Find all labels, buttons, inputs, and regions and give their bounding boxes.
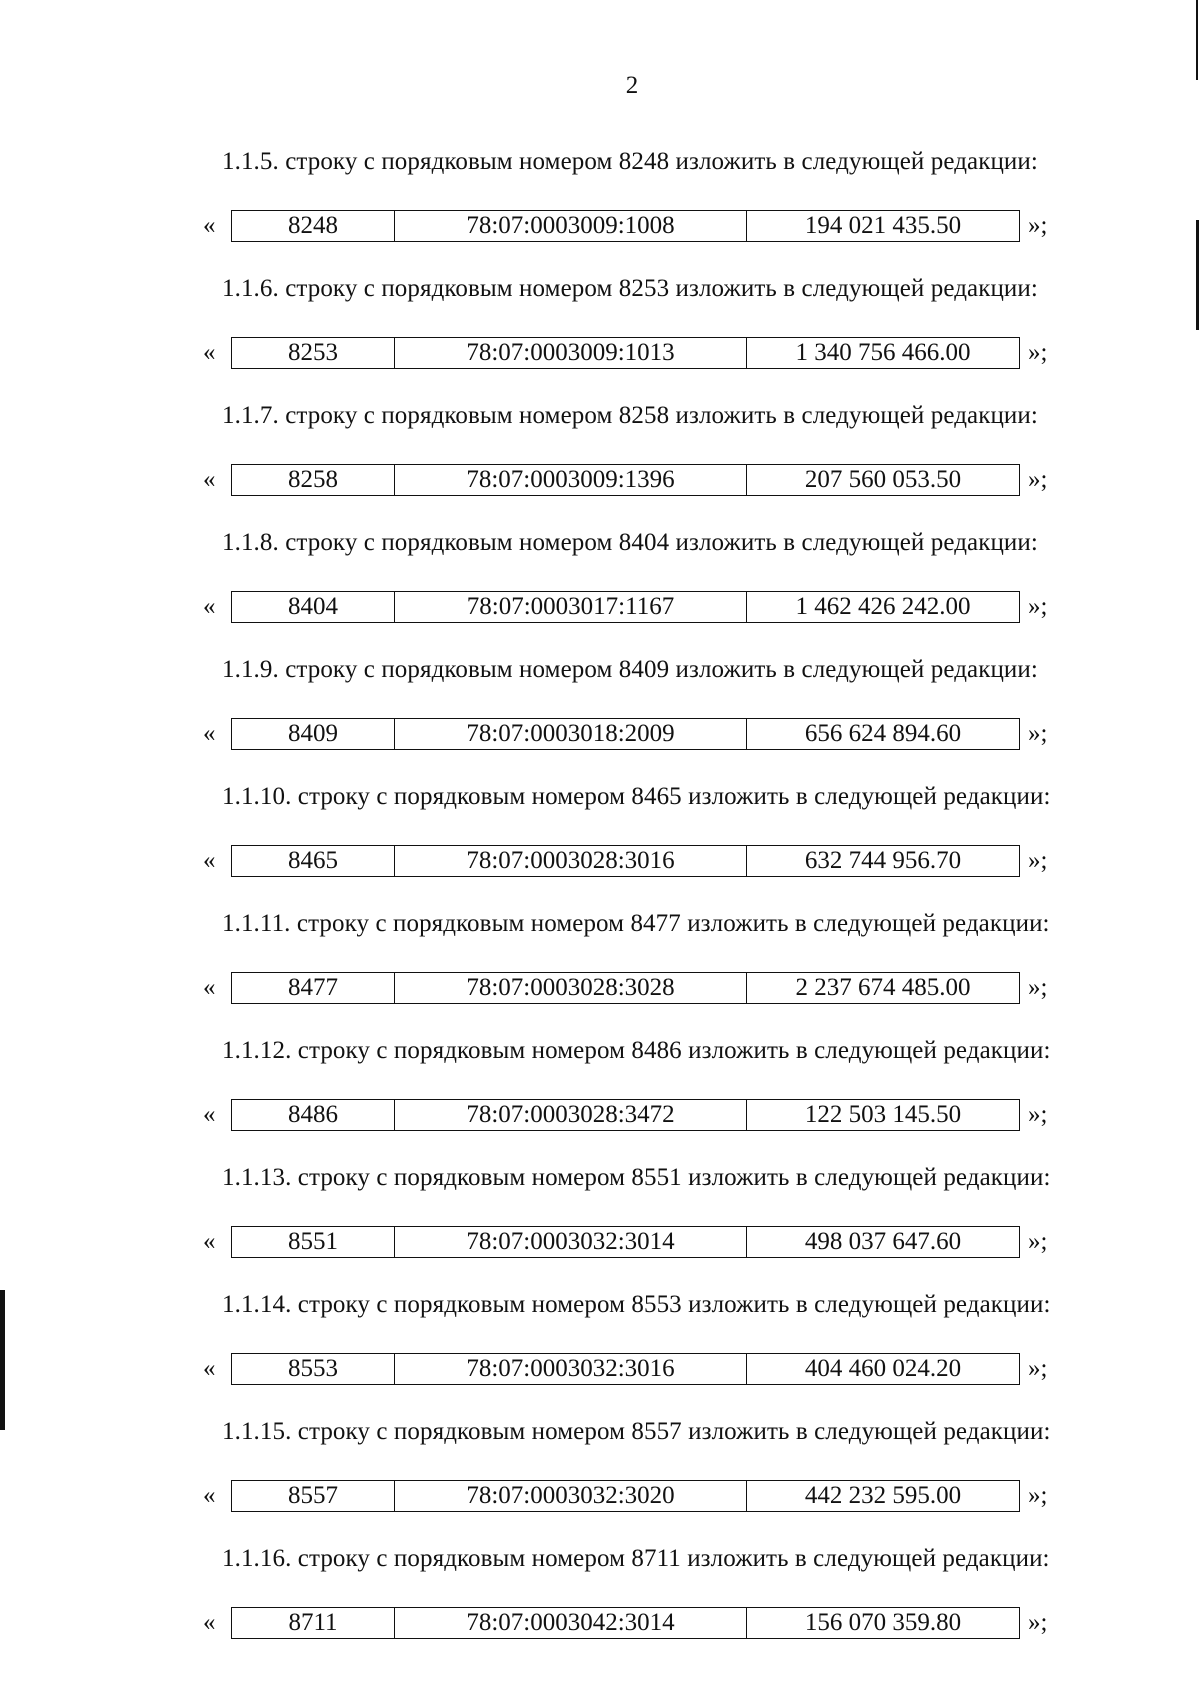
opening-quote: « <box>203 212 216 239</box>
amendment-entry <box>0 783 1200 910</box>
table-row <box>231 464 1020 496</box>
closing-quote: »; <box>1028 720 1048 747</box>
replacement-row <box>0 1480 1200 1514</box>
amendment-instruction: 1.1.13. строку с порядковым номером 8551 изложить в следующей редакции: <box>222 1164 1051 1191</box>
table-row <box>231 1353 1020 1385</box>
row-number-cell: 8557 <box>232 1481 395 1511</box>
opening-quote: « <box>203 593 216 620</box>
amendment-instruction: 1.1.5. строку с порядковым номером 8248 изложить в следующей редакции: <box>222 148 1038 175</box>
closing-quote: »; <box>1028 339 1048 366</box>
row-number-cell: 8551 <box>232 1227 395 1257</box>
closing-quote: »; <box>1028 1482 1048 1509</box>
replacement-row <box>0 1226 1200 1260</box>
replacement-row <box>0 718 1200 752</box>
closing-quote: »; <box>1028 1101 1048 1128</box>
cadastral-number-cell: 78:07:0003028:3028 <box>395 973 747 1003</box>
amendment-instruction: 1.1.10. строку с порядковым номером 8465 изложить в следующей редакции: <box>222 783 1051 810</box>
opening-quote: « <box>203 1228 216 1255</box>
row-number-cell: 8404 <box>232 592 395 622</box>
cadastral-number-cell: 78:07:0003032:3016 <box>395 1354 747 1384</box>
row-number-cell: 8486 <box>232 1100 395 1130</box>
table-row <box>231 591 1020 623</box>
amendment-entry <box>0 1545 1200 1672</box>
table-row <box>231 845 1020 877</box>
amendment-list <box>0 148 1200 1672</box>
cadastral-value-cell: 404 460 024.20 <box>804 1355 962 1382</box>
opening-quote: « <box>203 847 216 874</box>
cadastral-value-cell: 122 503 145.50 <box>804 1101 962 1128</box>
closing-quote: »; <box>1028 593 1048 620</box>
amendment-entry <box>0 1164 1200 1291</box>
cadastral-number-cell: 78:07:0003028:3016 <box>395 846 747 876</box>
amendment-entry <box>0 1037 1200 1164</box>
amendment-entry <box>0 1291 1200 1418</box>
opening-quote: « <box>203 1609 216 1636</box>
row-number-cell: 8465 <box>232 846 395 876</box>
cadastral-value-cell: 656 624 894.60 <box>804 720 962 747</box>
amendment-entry <box>0 529 1200 656</box>
cadastral-number-cell: 78:07:0003032:3020 <box>395 1481 747 1511</box>
cadastral-value-cell: 2 237 674 485.00 <box>795 974 971 1001</box>
amendment-instruction: 1.1.11. строку с порядковым номером 8477 изложить в следующей редакции: <box>222 910 1050 937</box>
table-row <box>231 1099 1020 1131</box>
amendment-instruction: 1.1.9. строку с порядковым номером 8409 изложить в следующей редакции: <box>222 656 1038 683</box>
replacement-row <box>0 464 1200 498</box>
closing-quote: »; <box>1028 974 1048 1001</box>
replacement-row <box>0 337 1200 371</box>
row-number-cell: 8711 <box>232 1608 395 1638</box>
row-number-cell: 8477 <box>232 973 395 1003</box>
cadastral-value-cell: 207 560 053.50 <box>804 466 962 493</box>
cadastral-number-cell: 78:07:0003032:3014 <box>395 1227 747 1257</box>
scan-margin-mark <box>1196 220 1199 330</box>
closing-quote: »; <box>1028 847 1048 874</box>
cadastral-number-cell: 78:07:0003009:1013 <box>395 338 747 368</box>
page-number: 2 <box>625 72 639 99</box>
amendment-instruction: 1.1.16. строку с порядковым номером 8711 изложить в следующей редакции: <box>222 1545 1050 1572</box>
replacement-row <box>0 1353 1200 1387</box>
table-row <box>231 718 1020 750</box>
row-number-cell: 8248 <box>232 211 395 241</box>
cadastral-number-cell: 78:07:0003009:1396 <box>395 465 747 495</box>
opening-quote: « <box>203 1482 216 1509</box>
opening-quote: « <box>203 1101 216 1128</box>
amendment-entry <box>0 275 1200 402</box>
row-number-cell: 8253 <box>232 338 395 368</box>
cadastral-number-cell: 78:07:0003009:1008 <box>395 211 747 241</box>
closing-quote: »; <box>1028 1355 1048 1382</box>
amendment-instruction: 1.1.15. строку с порядковым номером 8557 изложить в следующей редакции: <box>222 1418 1051 1445</box>
amendment-entry <box>0 148 1200 275</box>
amendment-entry <box>0 910 1200 1037</box>
amendment-instruction: 1.1.6. строку с порядковым номером 8253 изложить в следующей редакции: <box>222 275 1038 302</box>
amendment-instruction: 1.1.14. строку с порядковым номером 8553 изложить в следующей редакции: <box>222 1291 1051 1318</box>
row-number-cell: 8553 <box>232 1354 395 1384</box>
opening-quote: « <box>203 466 216 493</box>
table-row <box>231 1226 1020 1258</box>
replacement-row <box>0 845 1200 879</box>
replacement-row <box>0 210 1200 244</box>
replacement-row <box>0 1099 1200 1133</box>
table-row <box>231 1480 1020 1512</box>
row-number-cell: 8258 <box>232 465 395 495</box>
cadastral-value-cell: 194 021 435.50 <box>804 212 962 239</box>
cadastral-value-cell: 442 232 595.00 <box>804 1482 962 1509</box>
cadastral-number-cell: 78:07:0003042:3014 <box>395 1608 747 1638</box>
amendment-instruction: 1.1.7. строку с порядковым номером 8258 изложить в следующей редакции: <box>222 402 1038 429</box>
closing-quote: »; <box>1028 1228 1048 1255</box>
opening-quote: « <box>203 720 216 747</box>
amendment-entry <box>0 1418 1200 1545</box>
table-row <box>231 972 1020 1004</box>
opening-quote: « <box>203 339 216 366</box>
replacement-row <box>0 591 1200 625</box>
cadastral-number-cell: 78:07:0003018:2009 <box>395 719 747 749</box>
table-row <box>231 210 1020 242</box>
amendment-instruction: 1.1.12. строку с порядковым номером 8486 изложить в следующей редакции: <box>222 1037 1051 1064</box>
amendment-entry <box>0 402 1200 529</box>
opening-quote: « <box>203 1355 216 1382</box>
cadastral-number-cell: 78:07:0003017:1167 <box>395 592 747 622</box>
cadastral-value-cell: 1 340 756 466.00 <box>795 339 971 366</box>
row-number-cell: 8409 <box>232 719 395 749</box>
closing-quote: »; <box>1028 1609 1048 1636</box>
amendment-instruction: 1.1.8. строку с порядковым номером 8404 изложить в следующей редакции: <box>222 529 1038 556</box>
replacement-row <box>0 972 1200 1006</box>
scan-margin-mark <box>0 1290 5 1430</box>
cadastral-value-cell: 156 070 359.80 <box>804 1609 962 1636</box>
table-row <box>231 337 1020 369</box>
cadastral-value-cell: 498 037 647.60 <box>804 1228 962 1255</box>
cadastral-number-cell: 78:07:0003028:3472 <box>395 1100 747 1130</box>
closing-quote: »; <box>1028 212 1048 239</box>
cadastral-value-cell: 1 462 426 242.00 <box>795 593 971 620</box>
scan-margin-mark <box>1196 0 1198 80</box>
amendment-entry <box>0 656 1200 783</box>
cadastral-value-cell: 632 744 956.70 <box>804 847 962 874</box>
opening-quote: « <box>203 974 216 1001</box>
closing-quote: »; <box>1028 466 1048 493</box>
table-row <box>231 1607 1020 1639</box>
replacement-row <box>0 1607 1200 1641</box>
